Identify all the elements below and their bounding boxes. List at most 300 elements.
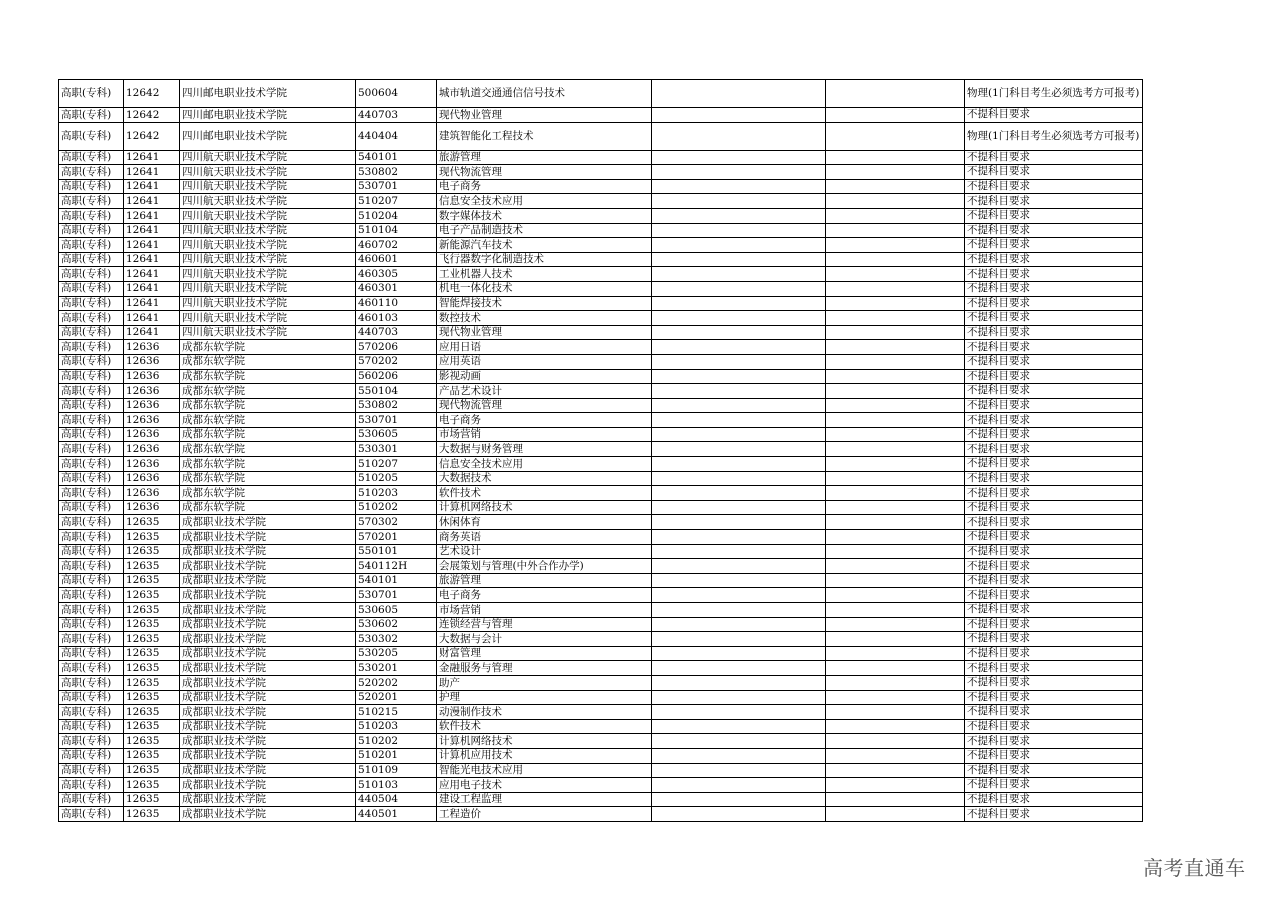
major-name-cell: 护理 [437, 690, 652, 705]
blank-cell [652, 442, 826, 457]
level-cell: 高职(专科) [59, 807, 124, 822]
school-name-cell: 成都职业技术学院 [180, 588, 356, 603]
major-name-cell: 大数据与财务管理 [437, 442, 652, 457]
school-code-cell: 12636 [124, 413, 180, 428]
blank-cell [826, 354, 965, 369]
subject-requirement-cell: 不提科目要求 [965, 471, 1143, 486]
table-row [59, 208, 1143, 223]
blank-cell [652, 500, 826, 515]
major-name-cell: 软件技术 [437, 719, 652, 734]
subject-requirement-cell: 不提科目要求 [965, 515, 1143, 530]
school-name-cell: 成都职业技术学院 [180, 515, 356, 530]
major-code-cell: 510103 [356, 778, 437, 793]
major-name-cell: 影视动画 [437, 369, 652, 384]
table-row [59, 194, 1143, 209]
blank-cell [652, 413, 826, 428]
blank-cell [826, 457, 965, 472]
blank-cell [826, 748, 965, 763]
table-body [59, 80, 1143, 822]
major-name-cell: 建设工程监理 [437, 792, 652, 807]
school-code-cell: 12636 [124, 500, 180, 515]
school-code-cell: 12635 [124, 603, 180, 618]
table-row [59, 588, 1143, 603]
major-name-cell: 智能焊接技术 [437, 296, 652, 311]
blank-cell [826, 632, 965, 647]
school-code-cell: 12641 [124, 179, 180, 194]
blank-cell [652, 122, 826, 150]
school-name-cell: 四川航天职业技术学院 [180, 311, 356, 326]
level-cell: 高职(专科) [59, 80, 124, 108]
major-code-cell: 440504 [356, 792, 437, 807]
major-code-cell: 540112H [356, 559, 437, 574]
blank-cell [652, 544, 826, 559]
table-row [59, 515, 1143, 530]
blank-cell [652, 486, 826, 501]
table-row [59, 413, 1143, 428]
major-code-cell: 440501 [356, 807, 437, 822]
table-row [59, 661, 1143, 676]
subject-requirement-cell: 不提科目要求 [965, 617, 1143, 632]
subject-requirement-cell: 不提科目要求 [965, 208, 1143, 223]
blank-cell [652, 632, 826, 647]
school-name-cell: 成都东软学院 [180, 471, 356, 486]
school-name-cell: 四川邮电职业技术学院 [180, 108, 356, 123]
major-code-cell: 530701 [356, 588, 437, 603]
major-name-cell: 电子商务 [437, 179, 652, 194]
subject-requirement-cell: 不提科目要求 [965, 296, 1143, 311]
major-code-cell: 460601 [356, 252, 437, 267]
school-code-cell: 12641 [124, 296, 180, 311]
blank-cell [652, 471, 826, 486]
blank-cell [652, 223, 826, 238]
table-row [59, 763, 1143, 778]
level-cell: 高职(专科) [59, 442, 124, 457]
blank-cell [652, 281, 826, 296]
major-code-cell: 570202 [356, 354, 437, 369]
level-cell: 高职(专科) [59, 500, 124, 515]
subject-requirement-cell: 不提科目要求 [965, 354, 1143, 369]
school-name-cell: 成都东软学院 [180, 500, 356, 515]
school-code-cell: 12636 [124, 427, 180, 442]
blank-cell [826, 150, 965, 165]
school-code-cell: 12635 [124, 778, 180, 793]
school-code-cell: 12635 [124, 617, 180, 632]
major-name-cell: 软件技术 [437, 486, 652, 501]
school-name-cell: 成都职业技术学院 [180, 807, 356, 822]
school-name-cell: 成都职业技术学院 [180, 573, 356, 588]
level-cell: 高职(专科) [59, 544, 124, 559]
major-code-cell: 440703 [356, 108, 437, 123]
blank-cell [652, 807, 826, 822]
blank-cell [826, 311, 965, 326]
school-code-cell: 12641 [124, 281, 180, 296]
school-name-cell: 成都职业技术学院 [180, 690, 356, 705]
major-code-cell: 510104 [356, 223, 437, 238]
table-row [59, 442, 1143, 457]
blank-cell [652, 515, 826, 530]
blank-cell [826, 281, 965, 296]
major-name-cell: 会展策划与管理(中外合作办学) [437, 559, 652, 574]
major-name-cell: 金融服务与管理 [437, 661, 652, 676]
major-code-cell: 520202 [356, 675, 437, 690]
major-code-cell: 510204 [356, 208, 437, 223]
blank-cell [826, 384, 965, 399]
watermark-text: 高考直通车 [1143, 856, 1246, 880]
blank-cell [826, 690, 965, 705]
school-name-cell: 四川邮电职业技术学院 [180, 122, 356, 150]
blank-cell [826, 369, 965, 384]
level-cell: 高职(专科) [59, 150, 124, 165]
major-name-cell: 旅游管理 [437, 573, 652, 588]
major-name-cell: 工业机器人技术 [437, 267, 652, 282]
level-cell: 高职(专科) [59, 457, 124, 472]
major-name-cell: 计算机应用技术 [437, 748, 652, 763]
major-code-cell: 510203 [356, 486, 437, 501]
level-cell: 高职(专科) [59, 122, 124, 150]
blank-cell [652, 603, 826, 618]
subject-requirement-cell: 不提科目要求 [965, 179, 1143, 194]
blank-cell [652, 792, 826, 807]
school-code-cell: 12636 [124, 442, 180, 457]
blank-cell [652, 369, 826, 384]
blank-cell [652, 325, 826, 340]
table-row [59, 705, 1143, 720]
blank-cell [826, 208, 965, 223]
subject-requirement-cell: 不提科目要求 [965, 384, 1143, 399]
blank-cell [652, 208, 826, 223]
blank-cell [826, 122, 965, 150]
blank-cell [826, 617, 965, 632]
subject-requirement-cell: 不提科目要求 [965, 413, 1143, 428]
blank-cell [826, 80, 965, 108]
level-cell: 高职(专科) [59, 108, 124, 123]
table-row [59, 398, 1143, 413]
major-name-cell: 产品艺术设计 [437, 384, 652, 399]
school-name-cell: 四川邮电职业技术学院 [180, 80, 356, 108]
school-code-cell: 12635 [124, 559, 180, 574]
table-row [59, 150, 1143, 165]
blank-cell [652, 559, 826, 574]
school-name-cell: 成都东软学院 [180, 442, 356, 457]
blank-cell [652, 530, 826, 545]
blank-cell [652, 252, 826, 267]
major-code-cell: 530602 [356, 617, 437, 632]
blank-cell [826, 661, 965, 676]
blank-cell [652, 646, 826, 661]
level-cell: 高职(专科) [59, 165, 124, 180]
level-cell: 高职(专科) [59, 705, 124, 720]
level-cell: 高职(专科) [59, 369, 124, 384]
school-name-cell: 四川航天职业技术学院 [180, 281, 356, 296]
major-name-cell: 城市轨道交通通信信号技术 [437, 80, 652, 108]
blank-cell [652, 384, 826, 399]
subject-requirement-cell: 不提科目要求 [965, 398, 1143, 413]
level-cell: 高职(专科) [59, 252, 124, 267]
major-code-cell: 460301 [356, 281, 437, 296]
blank-cell [652, 80, 826, 108]
major-code-cell: 440703 [356, 325, 437, 340]
table-row [59, 311, 1143, 326]
table-row [59, 530, 1143, 545]
subject-requirement-cell: 不提科目要求 [965, 559, 1143, 574]
level-cell: 高职(专科) [59, 748, 124, 763]
level-cell: 高职(专科) [59, 223, 124, 238]
subject-requirement-cell: 不提科目要求 [965, 734, 1143, 749]
major-code-cell: 570201 [356, 530, 437, 545]
blank-cell [652, 354, 826, 369]
major-name-cell: 现代物业管理 [437, 325, 652, 340]
blank-cell [826, 267, 965, 282]
blank-cell [652, 296, 826, 311]
school-code-cell: 12641 [124, 208, 180, 223]
table-row [59, 267, 1143, 282]
school-name-cell: 成都职业技术学院 [180, 748, 356, 763]
school-name-cell: 四川航天职业技术学院 [180, 325, 356, 340]
table-row [59, 500, 1143, 515]
school-name-cell: 成都东软学院 [180, 413, 356, 428]
school-code-cell: 12635 [124, 763, 180, 778]
major-name-cell: 连锁经营与管理 [437, 617, 652, 632]
major-name-cell: 助产 [437, 675, 652, 690]
blank-cell [826, 719, 965, 734]
major-name-cell: 电子产品制造技术 [437, 223, 652, 238]
major-name-cell: 飞行器数字化制造技术 [437, 252, 652, 267]
major-code-cell: 530301 [356, 442, 437, 457]
blank-cell [826, 792, 965, 807]
major-code-cell: 510205 [356, 471, 437, 486]
major-code-cell: 520201 [356, 690, 437, 705]
blank-cell [652, 311, 826, 326]
school-name-cell: 四川航天职业技术学院 [180, 179, 356, 194]
blank-cell [826, 573, 965, 588]
major-code-cell: 510202 [356, 500, 437, 515]
table-row [59, 544, 1143, 559]
school-code-cell: 12636 [124, 398, 180, 413]
major-code-cell: 510207 [356, 457, 437, 472]
school-name-cell: 成都职业技术学院 [180, 719, 356, 734]
table-row [59, 675, 1143, 690]
major-name-cell: 大数据与会计 [437, 632, 652, 647]
major-name-cell: 信息安全技术应用 [437, 457, 652, 472]
subject-requirement-cell: 不提科目要求 [965, 457, 1143, 472]
subject-requirement-cell: 不提科目要求 [965, 530, 1143, 545]
school-code-cell: 12635 [124, 544, 180, 559]
school-name-cell: 成都职业技术学院 [180, 559, 356, 574]
table-row [59, 807, 1143, 822]
school-code-cell: 12642 [124, 122, 180, 150]
blank-cell [826, 646, 965, 661]
blank-cell [826, 603, 965, 618]
level-cell: 高职(专科) [59, 690, 124, 705]
subject-requirement-cell: 不提科目要求 [965, 311, 1143, 326]
school-name-cell: 成都东软学院 [180, 457, 356, 472]
major-name-cell: 现代物业管理 [437, 108, 652, 123]
subject-requirement-cell: 不提科目要求 [965, 544, 1143, 559]
school-code-cell: 12641 [124, 325, 180, 340]
blank-cell [652, 267, 826, 282]
table-row [59, 603, 1143, 618]
school-code-cell: 12635 [124, 719, 180, 734]
school-name-cell: 四川航天职业技术学院 [180, 223, 356, 238]
major-name-cell: 动漫制作技术 [437, 705, 652, 720]
school-name-cell: 四川航天职业技术学院 [180, 296, 356, 311]
major-name-cell: 信息安全技术应用 [437, 194, 652, 209]
school-name-cell: 成都职业技术学院 [180, 617, 356, 632]
table-row [59, 384, 1143, 399]
blank-cell [826, 442, 965, 457]
table-row [59, 281, 1143, 296]
school-code-cell: 12642 [124, 108, 180, 123]
table-row [59, 354, 1143, 369]
blank-cell [826, 325, 965, 340]
table-row [59, 108, 1143, 123]
school-name-cell: 成都东软学院 [180, 369, 356, 384]
subject-requirement-cell: 不提科目要求 [965, 690, 1143, 705]
school-name-cell: 成都职业技术学院 [180, 646, 356, 661]
level-cell: 高职(专科) [59, 559, 124, 574]
subject-requirement-cell: 不提科目要求 [965, 573, 1143, 588]
school-code-cell: 12636 [124, 471, 180, 486]
major-code-cell: 500604 [356, 80, 437, 108]
major-name-cell: 现代物流管理 [437, 398, 652, 413]
blank-cell [826, 559, 965, 574]
school-code-cell: 12635 [124, 792, 180, 807]
table-row [59, 252, 1143, 267]
level-cell: 高职(专科) [59, 778, 124, 793]
major-name-cell: 建筑智能化工程技术 [437, 122, 652, 150]
level-cell: 高职(专科) [59, 296, 124, 311]
blank-cell [652, 778, 826, 793]
table-row [59, 325, 1143, 340]
table-row [59, 632, 1143, 647]
school-name-cell: 四川航天职业技术学院 [180, 208, 356, 223]
blank-cell [826, 238, 965, 253]
school-code-cell: 12635 [124, 646, 180, 661]
subject-requirement-cell: 不提科目要求 [965, 778, 1143, 793]
major-code-cell: 510215 [356, 705, 437, 720]
level-cell: 高职(专科) [59, 530, 124, 545]
blank-cell [826, 398, 965, 413]
school-code-cell: 12635 [124, 661, 180, 676]
table-row [59, 559, 1143, 574]
school-name-cell: 成都东软学院 [180, 384, 356, 399]
major-code-cell: 530701 [356, 179, 437, 194]
school-name-cell: 成都东软学院 [180, 398, 356, 413]
major-code-cell: 460305 [356, 267, 437, 282]
major-code-cell: 460702 [356, 238, 437, 253]
school-code-cell: 12635 [124, 573, 180, 588]
major-code-cell: 560206 [356, 369, 437, 384]
admission-table [58, 79, 1143, 822]
school-name-cell: 成都职业技术学院 [180, 778, 356, 793]
school-code-cell: 12641 [124, 223, 180, 238]
subject-requirement-cell: 不提科目要求 [965, 267, 1143, 282]
school-name-cell: 成都职业技术学院 [180, 734, 356, 749]
table-row [59, 340, 1143, 355]
subject-requirement-cell: 不提科目要求 [965, 646, 1143, 661]
major-code-cell: 510207 [356, 194, 437, 209]
table-row [59, 646, 1143, 661]
major-name-cell: 财富管理 [437, 646, 652, 661]
subject-requirement-cell: 不提科目要求 [965, 427, 1143, 442]
level-cell: 高职(专科) [59, 632, 124, 647]
table-row [59, 80, 1143, 108]
blank-cell [652, 398, 826, 413]
level-cell: 高职(专科) [59, 486, 124, 501]
major-code-cell: 530701 [356, 413, 437, 428]
level-cell: 高职(专科) [59, 311, 124, 326]
level-cell: 高职(专科) [59, 603, 124, 618]
school-code-cell: 12641 [124, 267, 180, 282]
major-code-cell: 460110 [356, 296, 437, 311]
level-cell: 高职(专科) [59, 281, 124, 296]
major-code-cell: 530802 [356, 165, 437, 180]
subject-requirement-cell: 不提科目要求 [965, 705, 1143, 720]
major-name-cell: 市场营销 [437, 603, 652, 618]
school-code-cell: 12635 [124, 807, 180, 822]
subject-requirement-cell: 不提科目要求 [965, 252, 1143, 267]
blank-cell [826, 179, 965, 194]
level-cell: 高职(专科) [59, 354, 124, 369]
major-name-cell: 应用电子技术 [437, 778, 652, 793]
school-name-cell: 成都东软学院 [180, 354, 356, 369]
school-code-cell: 12635 [124, 748, 180, 763]
subject-requirement-cell: 不提科目要求 [965, 165, 1143, 180]
major-code-cell: 510203 [356, 719, 437, 734]
table-row [59, 617, 1143, 632]
major-name-cell: 机电一体化技术 [437, 281, 652, 296]
subject-requirement-cell: 不提科目要求 [965, 486, 1143, 501]
subject-requirement-cell: 不提科目要求 [965, 500, 1143, 515]
school-name-cell: 成都职业技术学院 [180, 675, 356, 690]
blank-cell [826, 588, 965, 603]
blank-cell [826, 807, 965, 822]
school-code-cell: 12641 [124, 165, 180, 180]
school-code-cell: 12636 [124, 486, 180, 501]
table-row [59, 122, 1143, 150]
subject-requirement-cell: 不提科目要求 [965, 807, 1143, 822]
blank-cell [826, 515, 965, 530]
blank-cell [652, 705, 826, 720]
major-name-cell: 计算机网络技术 [437, 734, 652, 749]
level-cell: 高职(专科) [59, 340, 124, 355]
blank-cell [652, 150, 826, 165]
blank-cell [826, 544, 965, 559]
major-code-cell: 570206 [356, 340, 437, 355]
school-code-cell: 12636 [124, 457, 180, 472]
level-cell: 高职(专科) [59, 675, 124, 690]
level-cell: 高职(专科) [59, 573, 124, 588]
school-name-cell: 四川航天职业技术学院 [180, 267, 356, 282]
level-cell: 高职(专科) [59, 194, 124, 209]
table-row [59, 792, 1143, 807]
major-code-cell: 510201 [356, 748, 437, 763]
subject-requirement-cell: 不提科目要求 [965, 369, 1143, 384]
table-row [59, 486, 1143, 501]
school-name-cell: 成都东软学院 [180, 340, 356, 355]
major-name-cell: 大数据技术 [437, 471, 652, 486]
subject-requirement-cell: 不提科目要求 [965, 675, 1143, 690]
subject-requirement-cell: 不提科目要求 [965, 150, 1143, 165]
level-cell: 高职(专科) [59, 179, 124, 194]
school-name-cell: 四川航天职业技术学院 [180, 252, 356, 267]
blank-cell [652, 427, 826, 442]
blank-cell [826, 734, 965, 749]
table-row [59, 179, 1143, 194]
major-code-cell: 460103 [356, 311, 437, 326]
major-name-cell: 商务英语 [437, 530, 652, 545]
subject-requirement-cell: 不提科目要求 [965, 325, 1143, 340]
